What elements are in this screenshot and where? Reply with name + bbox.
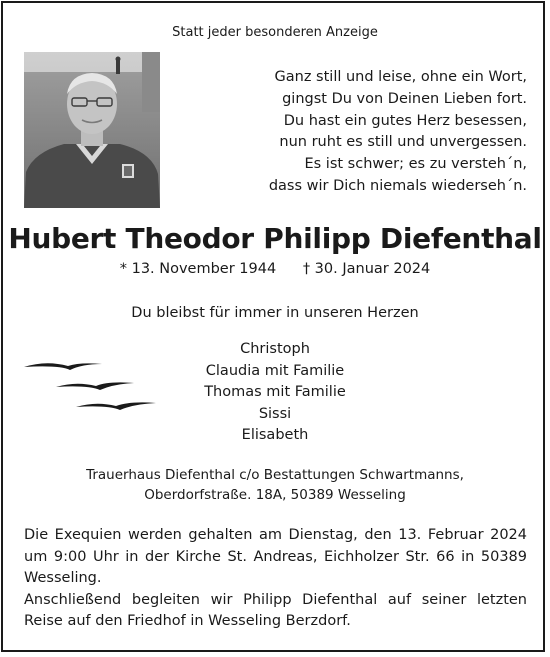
death-date: † 30. Januar 2024	[302, 261, 431, 277]
poem	[227, 67, 527, 198]
poem-line: nun ruht es still und unvergessen.	[279, 134, 527, 151]
mourning-address	[0, 465, 550, 505]
portrait-photo	[24, 52, 160, 208]
poem-line: Es ist schwer; es zu versteh´n,	[304, 156, 527, 173]
poem-line: Du hast ein gutes Herz besessen,	[283, 112, 527, 129]
header-text: Statt jeder besonderen Anzeige	[172, 25, 378, 40]
mourner-item: Claudia mit Familie	[205, 362, 345, 379]
mourner-item: Elisabeth	[241, 427, 309, 443]
poem-line: Ganz still und leise, ohne ein Wort,	[274, 69, 527, 85]
mourners-list	[0, 339, 550, 447]
mourner-item: Thomas mit Familie	[204, 384, 346, 400]
address-line-2: Oberdorfstraße. 18A, 50389 Wesseling	[144, 487, 406, 503]
address-line-1: Trauerhaus Diefenthal c/o Bestattungen Schwartmanns,	[86, 467, 464, 483]
funeral-notice	[24, 525, 527, 633]
mourner-item: Sissi	[258, 405, 292, 422]
motto: Du bleibst für immer in unseren Herzen	[131, 305, 419, 321]
birth-date: * 13. November 1944	[119, 261, 277, 277]
notice-paragraph-1: Die Exequien werden gehalten am Dienstag, den 13. Februar 2024 um 9:00 Uhr in der Kirche St. Andreas, Eichholzer Str. 66 in 50389 Wesseling.	[24, 527, 527, 587]
poem-line: dass wir Dich niemals wiederseh´n.	[268, 177, 527, 194]
notice-paragraph-2: Anschließend begleiten wir Philipp Diefenthal auf seiner letzten Reise auf den Friedhof in Wesseling Berzdorf.	[24, 591, 527, 630]
life-dates	[0, 261, 550, 277]
poem-line: gingst Du von Deinen Lieben fort.	[282, 90, 527, 107]
mourner-item: Christoph	[240, 341, 310, 357]
deceased-name: Hubert Theodor Philipp Diefenthal	[8, 222, 542, 255]
